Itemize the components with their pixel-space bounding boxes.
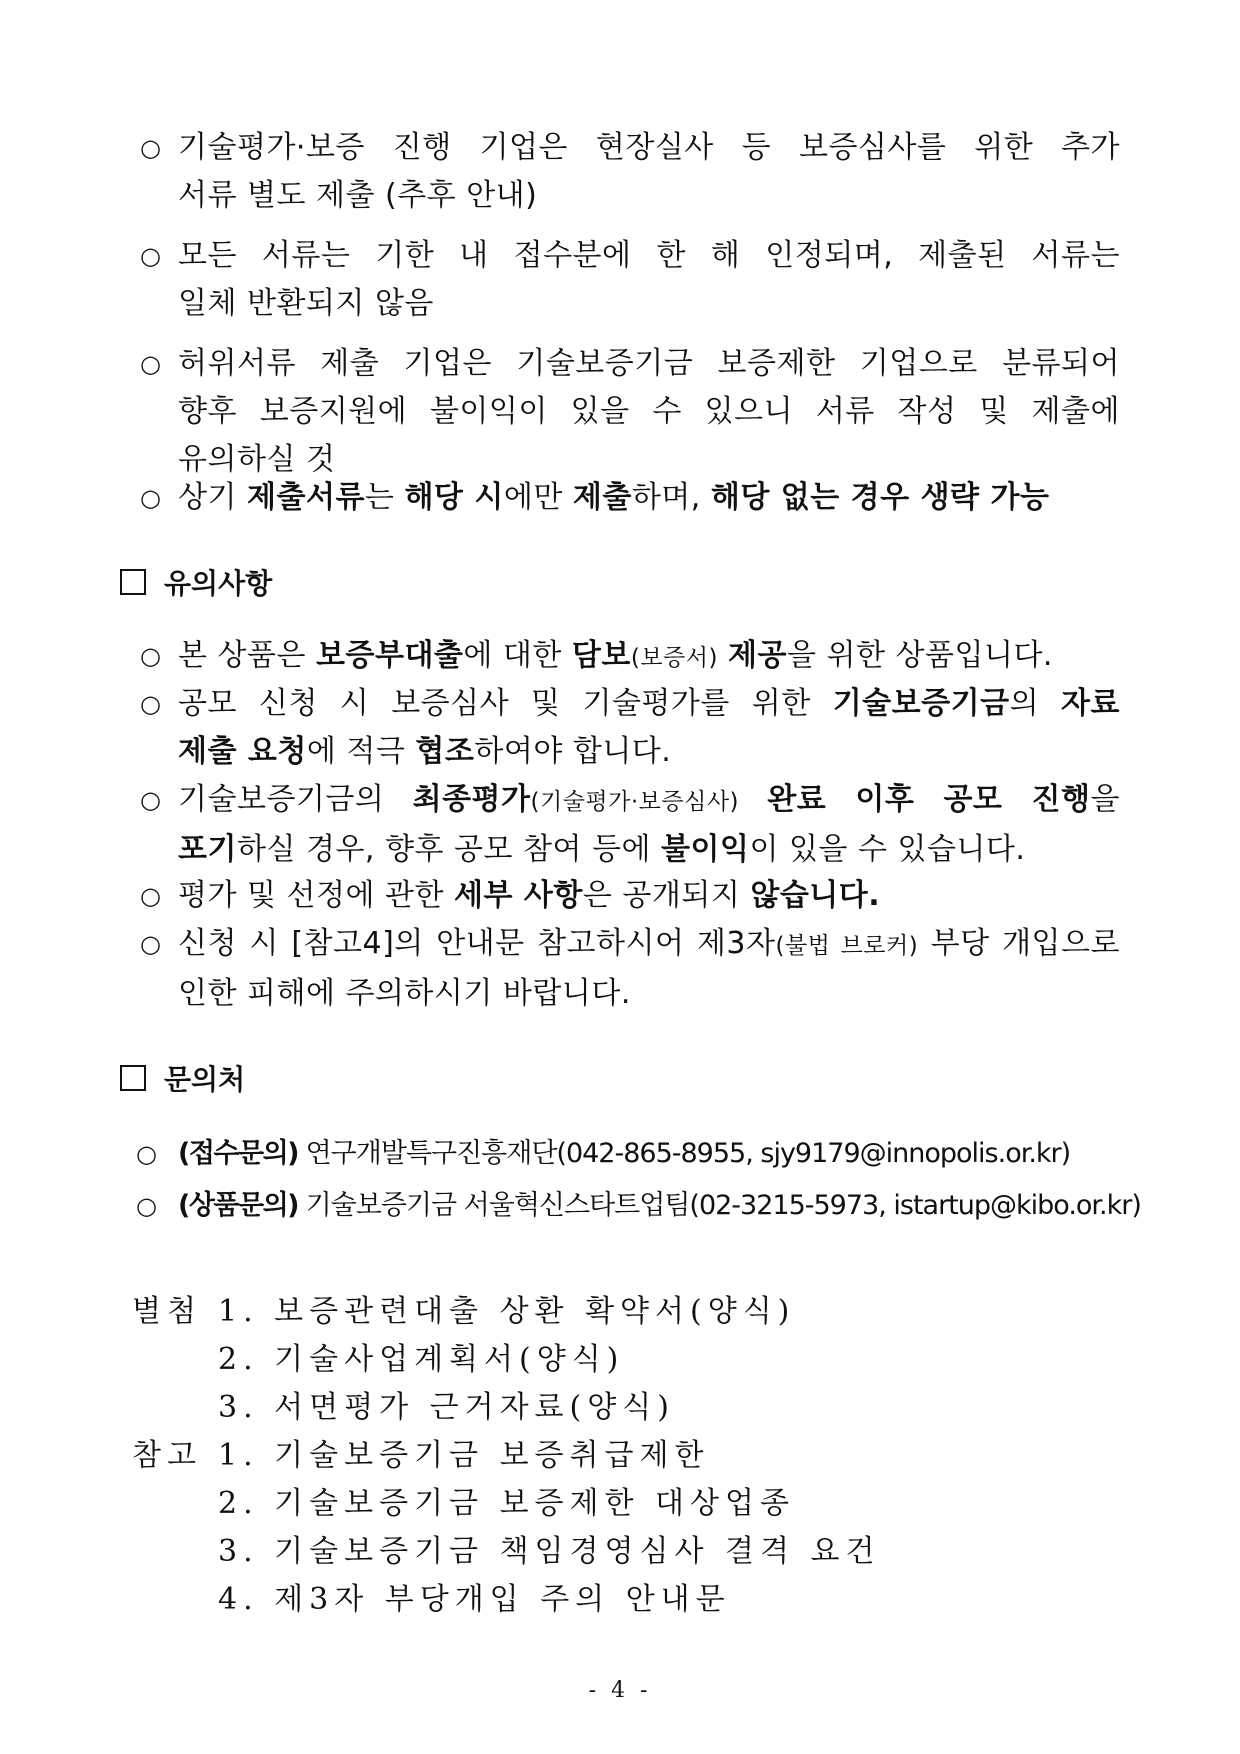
submission-note-3 (136, 340, 1120, 484)
bullet-marker: ○ (140, 690, 161, 718)
bullet-marker: ○ (140, 882, 161, 910)
submission-note-1 (136, 124, 1120, 220)
note-line: 모든 서류는 기한 내 접수분에 한 해 인정되며, 제출된 서류는 (178, 238, 1120, 273)
note-line: 기술평가·보증 진행 기업은 현장실사 등 보증심사를 위한 추가 (178, 130, 1120, 165)
checkbox-square-icon (120, 1065, 146, 1091)
note-line: 유의하실 것 (178, 442, 336, 477)
precaution-item-4 (136, 872, 1120, 920)
bullet-marker: ○ (140, 930, 161, 958)
precaution-line: 제출 요청에 적극 협조하여야 합니다. (178, 734, 672, 769)
inquiry-contact: 기술보증기금 서울혁신스타트업팀(02-3215-5973, istartup@kibo.or.kr) (298, 1190, 1141, 1221)
section-title: 문의처 (164, 1063, 246, 1096)
bullet-marker: ○ (140, 786, 161, 814)
section-title: 유의사항 (164, 567, 273, 600)
section-heading-inquiries (120, 1060, 245, 1100)
bullet-marker: ○ (136, 1192, 157, 1220)
precaution-line: 기술보증기금의 최종평가(기술평가·보증심사) 완료 이후 공모 진행을 (178, 782, 1120, 817)
bullet-marker: ○ (140, 642, 161, 670)
bullet-marker: ○ (140, 484, 161, 512)
attachment-item: 3. 서면평가 근거자료(양식) (218, 1390, 675, 1425)
reference-item: 4. 제3자 부당개입 주의 안내문 (218, 1582, 731, 1617)
note-line: 서류 별도 제출 (추후 안내) (178, 178, 538, 213)
inquiry-receipt (136, 1134, 1070, 1174)
precaution-item-3 (136, 776, 1120, 874)
precaution-line: 평가 및 선정에 관한 세부 사항은 공개되지 않습니다. (178, 878, 881, 913)
note-line: 허위서류 제출 기업은 기술보증기금 보증제한 기업으로 분류되어 (178, 346, 1120, 381)
precaution-line: 본 상품은 보증부대출에 대한 담보(보증서) 제공을 위한 상품입니다. (178, 638, 1053, 673)
bullet-marker: ○ (140, 242, 161, 270)
inquiry-product (136, 1186, 1141, 1226)
attachment-item: 2. 기술사업계획서(양식) (218, 1342, 625, 1377)
precaution-line: 신청 시 [참고4]의 안내문 참고하시어 제3자(불법 브로커) 부당 개입으로 (178, 926, 1120, 961)
bullet-marker: ○ (140, 350, 161, 378)
section-heading-precautions (120, 564, 272, 604)
reference-item: 1. 기술보증기금 보증취급제한 (218, 1438, 710, 1473)
submission-note-4 (136, 474, 1120, 522)
bullet-marker: ○ (140, 134, 161, 162)
submission-note-2 (136, 232, 1120, 328)
precaution-line: 인한 피해에 주의하시기 바랍니다. (178, 976, 631, 1011)
precaution-item-2 (136, 680, 1120, 776)
inquiry-label: (접수문의) (178, 1138, 299, 1169)
precaution-line: 포기하실 경우, 향후 공모 참여 등에 불이익이 있을 수 있습니다. (178, 832, 1026, 867)
inquiry-contact: 연구개발특구진흥재단(042-865-8955, sjy9179@innopolis.or.kr) (298, 1138, 1071, 1169)
note-line: 상기 제출서류는 해당 시에만 제출하며, 해당 없는 경우 생략 가능 (178, 480, 1050, 515)
note-line: 일체 반환되지 않음 (178, 286, 434, 321)
precaution-item-1 (136, 632, 1120, 682)
bullet-marker: ○ (136, 1140, 157, 1168)
page-number: - 4 - (588, 1678, 652, 1703)
references-label: 참고 (132, 1438, 202, 1473)
attachments-label: 별첨 (132, 1294, 202, 1329)
reference-item: 3. 기술보증기금 책임경영심사 결격 요건 (218, 1534, 881, 1569)
checkbox-square-icon (120, 569, 146, 595)
reference-item: 2. 기술보증기금 보증제한 대상업종 (218, 1486, 795, 1521)
inquiry-label: (상품문의) (178, 1190, 299, 1221)
precaution-line: 공모 신청 시 보증심사 및 기술평가를 위한 기술보증기금의 자료 (178, 686, 1120, 721)
note-line: 향후 보증지원에 불이익이 있을 수 있으니 서류 작성 및 제출에 (178, 394, 1120, 429)
precaution-item-5 (136, 920, 1120, 1018)
attachment-item: 1. 보증관련대출 상환 확약서(양식) (218, 1294, 796, 1329)
